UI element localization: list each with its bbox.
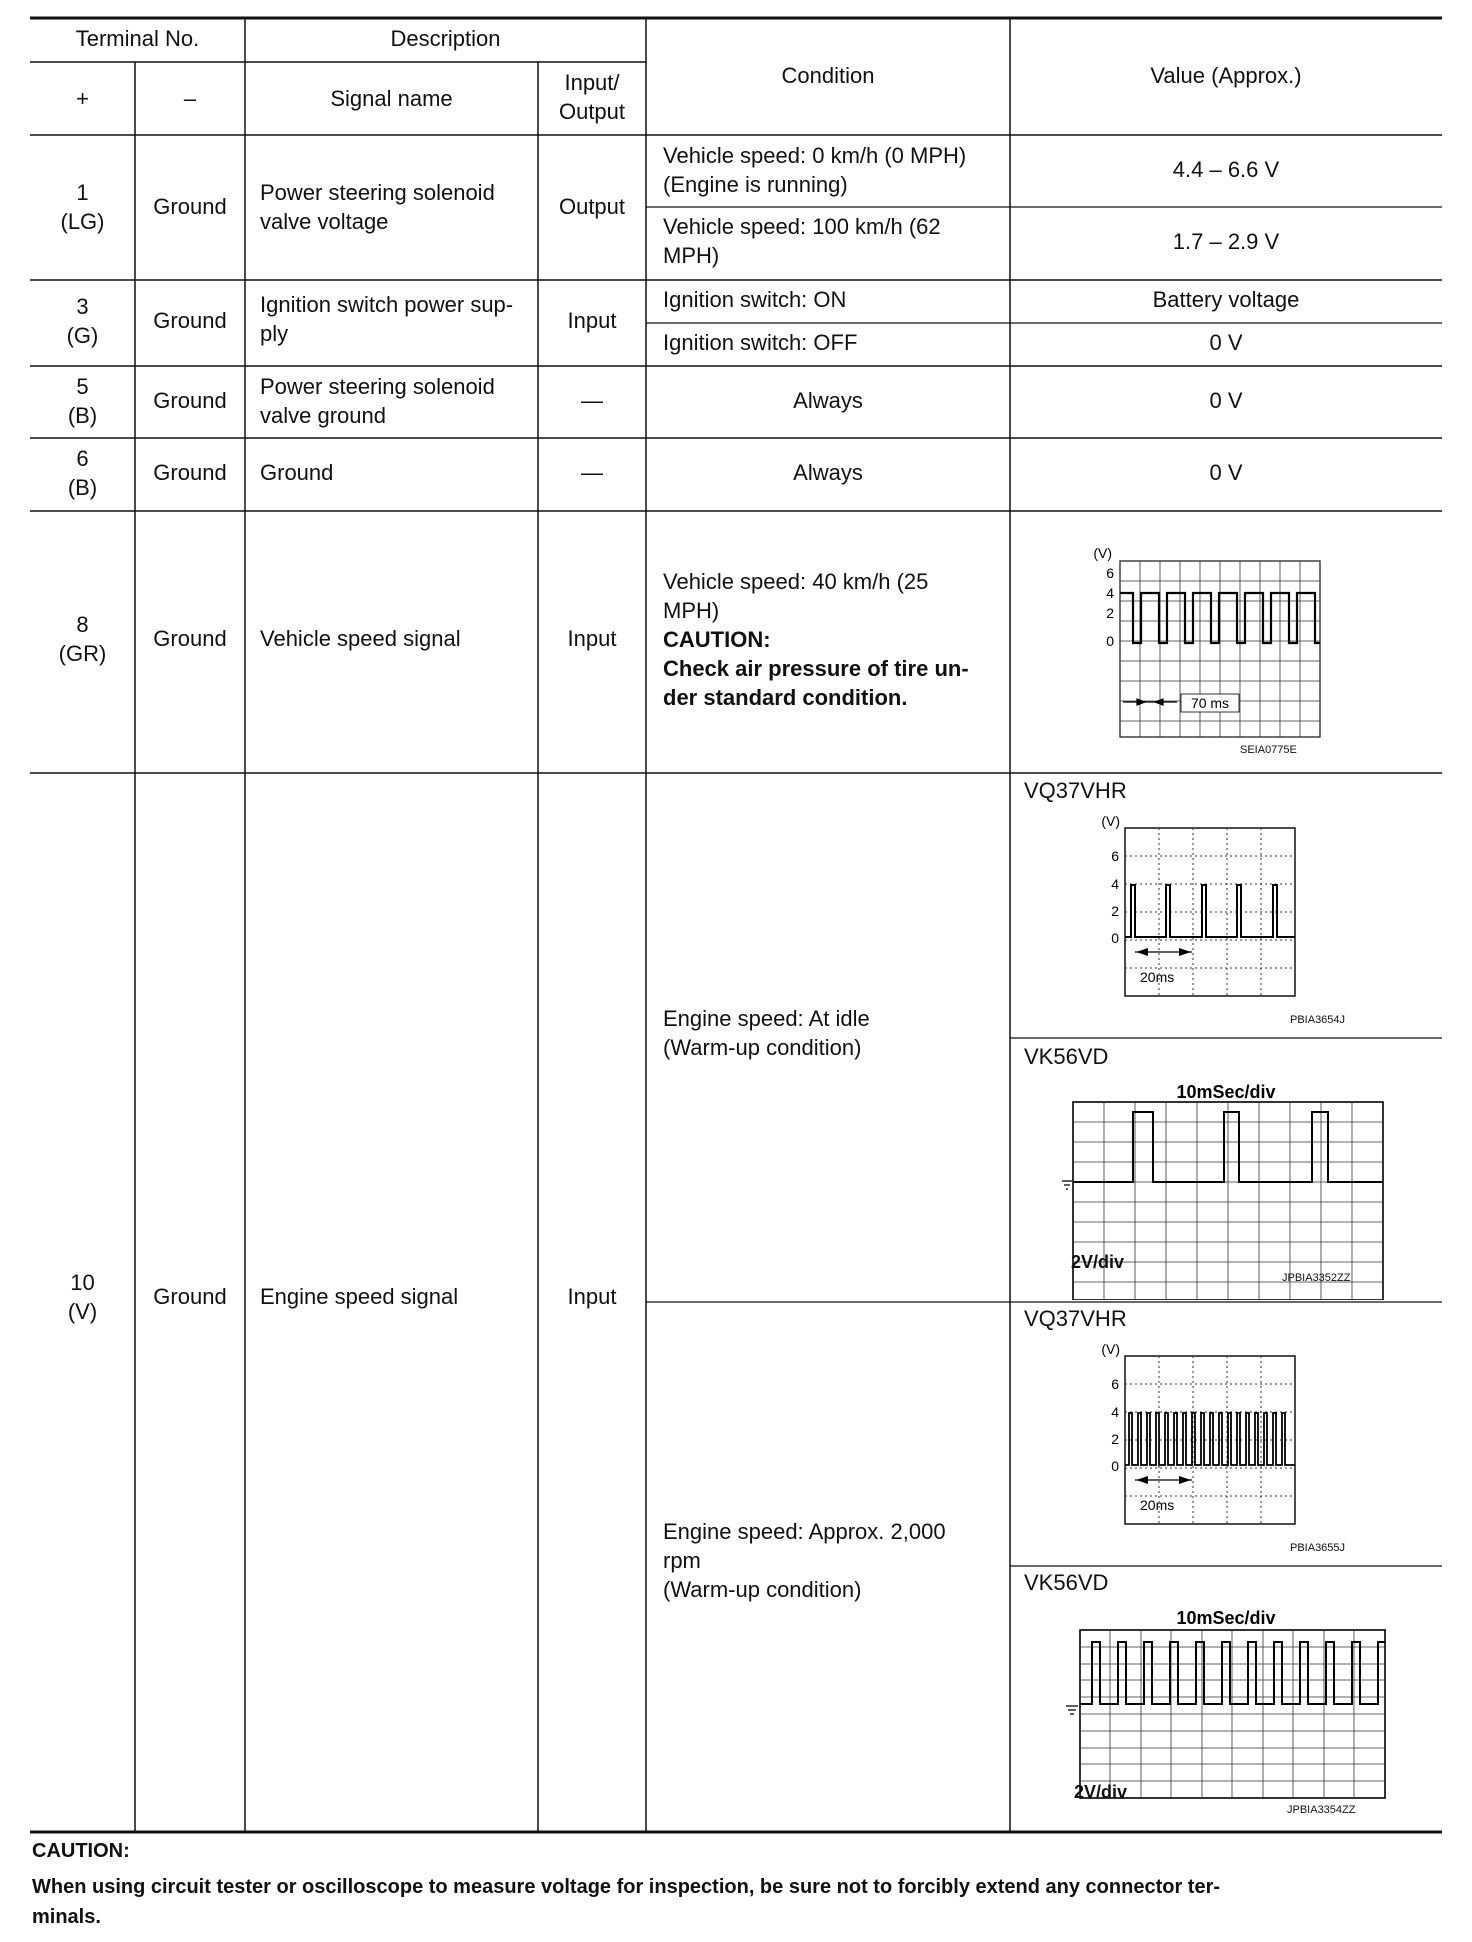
row5-io: — [581, 388, 603, 413]
header-signal-name: Signal name [330, 86, 453, 111]
rpm-vk56vd-waveform [1058, 1608, 1398, 1808]
vehicle-speed-pulse-trace [1120, 593, 1320, 643]
row1-condition-a-line2: (Engine is running) [663, 172, 848, 197]
row10-wire-color: (V) [67, 1299, 98, 1324]
row3-terminal-no: 3 [76, 294, 89, 319]
vehicle-speed-tick-4: 4 [1106, 585, 1114, 601]
row3-value-b: 0 V [1209, 330, 1243, 355]
row10-condition-2000rpm [663, 1517, 1008, 1604]
row5-signal-line2: valve ground [260, 403, 386, 428]
row1-signal-line2: valve voltage [260, 209, 389, 234]
idle-vq-tick-6: 6 [1111, 848, 1119, 864]
rpm-vk-volt-div: 2V/div [1074, 1782, 1128, 1802]
rpm-vq-engine-label: VQ37VHR [1024, 1306, 1127, 1331]
row6-minus: Ground [153, 460, 227, 485]
rpm-vk-time-div: 10mSec/div [1176, 1608, 1276, 1628]
footer-note-line1: When using circuit tester or oscilloscope to measure voltage for inspection, be sure not to forcibly extend any connector ter- [32, 1876, 1221, 1898]
row6-io: — [581, 460, 603, 485]
idle-vq-tick-2: 2 [1111, 903, 1119, 919]
vehicle-speed-vunit: (V) [1093, 548, 1112, 561]
rpm-vq-tick-0: 0 [1111, 1458, 1119, 1474]
row5-signal-line1: Power steering solenoid [260, 374, 495, 399]
header-description: Description [390, 26, 501, 51]
idle-vq-figure-code: PBIA3654J [1290, 1014, 1346, 1026]
row6-signal-name: Ground [260, 460, 334, 485]
row10-signal-name: Engine speed signal [260, 1284, 459, 1309]
row3-signal-name [260, 290, 535, 348]
idle-vk-volt-div: 2V/div [1071, 1252, 1125, 1272]
row10-condition-2000-line3: (Warm-up condition) [663, 1577, 862, 1602]
footer-caution-note [32, 1872, 1452, 1932]
idle-vq-vunit: (V) [1101, 813, 1120, 829]
vehicle-speed-waveform [1085, 548, 1345, 768]
rpm-vq-vunit: (V) [1101, 1341, 1120, 1357]
row3-signal-line1: Ignition switch power sup- [260, 292, 514, 317]
row5-terminal [30, 372, 135, 430]
row8-terminal-no: 8 [76, 612, 89, 637]
row10-minus: Ground [153, 1284, 227, 1309]
footer-caution-label: CAUTION: [32, 1840, 130, 1862]
rpm-vq-tick-2: 2 [1111, 1431, 1119, 1447]
row10-condition-idle [663, 1004, 1008, 1062]
row8-condition [663, 567, 1008, 712]
row3-condition-a: Ignition switch: ON [663, 287, 847, 312]
rpm-vq-time-label: 20ms [1140, 1497, 1175, 1513]
row8-wire-color: (GR) [58, 641, 107, 666]
row5-condition: Always [793, 388, 863, 413]
header-io [538, 68, 646, 126]
vehicle-speed-tick-0: 0 [1106, 633, 1114, 649]
row3-io: Input [567, 308, 617, 333]
idle-vq-tick-0: 0 [1111, 930, 1119, 946]
rpm-vk-pulse-trace [1080, 1642, 1385, 1704]
idle-vq-tick-4: 4 [1111, 876, 1119, 892]
row8-caution-line1: Check air pressure of tire un- [663, 656, 969, 681]
header-minus: – [183, 86, 197, 111]
header-plus: + [76, 86, 89, 111]
idle-vk-ground-icon [1062, 1181, 1072, 1189]
row1-wire-color: (LG) [60, 209, 105, 234]
rpm-vq-figure-code: PBIA3655J [1290, 1542, 1346, 1554]
row3-minus: Ground [153, 308, 227, 333]
row8-minus: Ground [153, 626, 227, 651]
vehicle-speed-figure-code: SEIA0775E [1240, 744, 1297, 756]
header-condition: Condition [781, 63, 875, 88]
row1-condition-b [663, 212, 1008, 270]
rpm-vq-tick-6: 6 [1111, 1376, 1119, 1392]
rpm-vk-ground-icon [1066, 1706, 1078, 1714]
row10-condition-idle-line2: (Warm-up condition) [663, 1035, 862, 1060]
row5-wire-color: (B) [67, 403, 98, 428]
row6-terminal [30, 444, 135, 502]
row1-condition-b-line2: MPH) [663, 243, 720, 268]
rpm-vq-tick-4: 4 [1111, 1404, 1119, 1420]
row3-condition-b: Ignition switch: OFF [663, 330, 858, 355]
row8-signal-name: Vehicle speed signal [260, 626, 461, 651]
row8-io: Input [567, 626, 617, 651]
row5-minus: Ground [153, 388, 227, 413]
vehicle-speed-time-label: 70 ms [1190, 695, 1230, 711]
header-terminal-no: Terminal No. [75, 26, 200, 51]
row1-condition-a [663, 141, 1008, 199]
row5-terminal-no: 5 [76, 374, 89, 399]
row1-signal-name [260, 178, 535, 236]
footer-note-line2: minals. [32, 1906, 101, 1928]
vehicle-speed-tick-2: 2 [1106, 605, 1114, 621]
idle-vq-pulse-trace [1125, 885, 1295, 937]
idle-vk-figure-code: JPBIA3352ZZ [1282, 1272, 1351, 1284]
row10-terminal-no: 10 [70, 1270, 95, 1295]
row5-signal-name [260, 372, 535, 430]
idle-vq37vhr-waveform [1090, 812, 1350, 1002]
row3-terminal [30, 292, 135, 350]
row1-value-b: 1.7 – 2.9 V [1172, 229, 1280, 254]
rpm-vk-figure-code: JPBIA3354ZZ [1287, 1804, 1356, 1816]
row6-wire-color: (B) [67, 475, 98, 500]
row1-terminal-no: 1 [76, 180, 89, 205]
row1-signal-line1: Power steering solenoid [260, 180, 495, 205]
row8-condition-line2: MPH) [663, 598, 720, 623]
row6-condition: Always [793, 460, 863, 485]
idle-vq-engine-label: VQ37VHR [1024, 778, 1127, 803]
header-value: Value (Approx.) [1150, 63, 1302, 88]
row10-condition-2000-line2: rpm [663, 1548, 701, 1573]
row3-wire-color: (G) [66, 323, 99, 348]
row5-value: 0 V [1209, 388, 1243, 413]
rpm-vq-pulse-trace [1125, 1413, 1295, 1465]
row1-io: Output [558, 194, 626, 219]
rpm-vk-engine-label: VK56VD [1024, 1570, 1109, 1595]
row10-condition-2000-line1: Engine speed: Approx. 2,000 [663, 1519, 946, 1544]
row8-condition-line1: Vehicle speed: 40 km/h (25 [663, 569, 929, 594]
row1-value-a: 4.4 – 6.6 V [1172, 157, 1280, 182]
row6-terminal-no: 6 [76, 446, 89, 471]
row1-condition-a-line1: Vehicle speed: 0 km/h (0 MPH) [663, 143, 967, 168]
row1-condition-b-line1: Vehicle speed: 100 km/h (62 [663, 214, 941, 239]
header-io-line1: Input/ [564, 70, 620, 95]
vehicle-speed-tick-6: 6 [1106, 565, 1114, 581]
idle-vq-time-label: 20ms [1140, 969, 1175, 985]
row1-minus: Ground [153, 194, 227, 219]
idle-vk-engine-label: VK56VD [1024, 1044, 1109, 1069]
row1-terminal [30, 178, 135, 236]
row3-value-a: Battery voltage [1152, 287, 1300, 312]
row10-io: Input [567, 1284, 617, 1309]
row8-terminal [30, 610, 135, 668]
row6-value: 0 V [1209, 460, 1243, 485]
row8-caution-label: CAUTION: [663, 627, 771, 652]
row8-caution-line2: der standard condition. [663, 685, 908, 710]
header-io-line2: Output [558, 99, 626, 124]
row10-condition-idle-line1: Engine speed: At idle [663, 1006, 870, 1031]
idle-vk-time-div: 10mSec/div [1176, 1082, 1276, 1102]
row10-terminal [30, 1268, 135, 1326]
rpm-vq37vhr-waveform [1090, 1340, 1350, 1530]
row3-signal-line2: ply [260, 321, 289, 346]
